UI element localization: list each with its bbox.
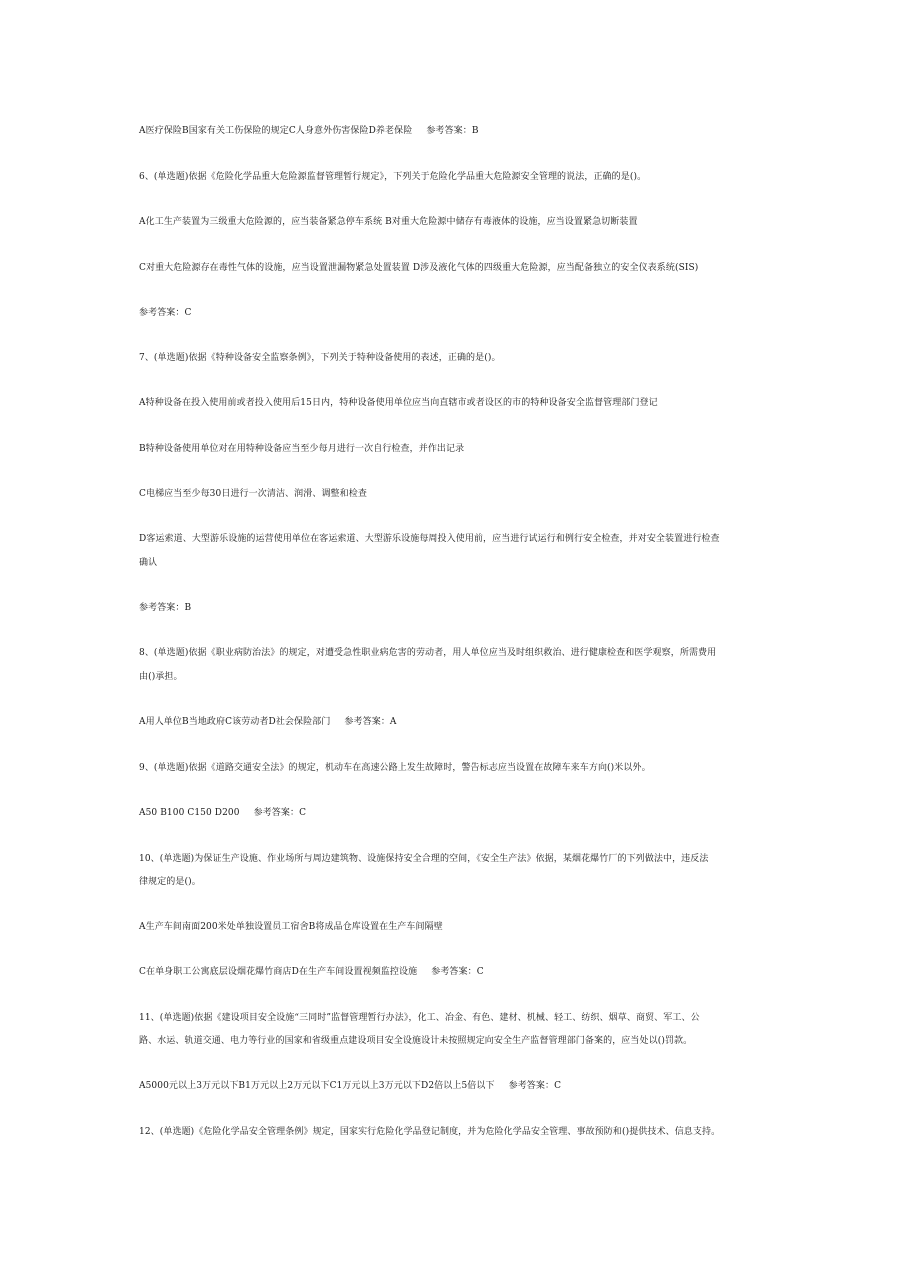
question-6: 6、(单选题)依据《危险化学品重大危险源监督管理暂行规定》，下列关于危险化学品重大危险源安全管理的说法，正确的是()。 (139, 172, 647, 182)
option-line (139, 1080, 779, 1092)
question-8: 8、(单选题)依据《职业病防治法》的规定，对遭受急性职业病危害的劳动者，用人单位应当及时组织救治、进行健康检查和医学观察，所需费用 (139, 648, 717, 658)
option-line (139, 807, 779, 819)
question-10-continued: 律规定的是()。 (139, 877, 201, 887)
option-line: A生产车间南面200米处单独设置员工宿舍B将成品仓库设置在生产车间隔壁 (139, 922, 443, 932)
question-11: 11、(单选题)依据《建设项目安全设施“三同时”监督管理暂行办法》，化工、冶金、有色、建材、机械、轻工、纺织、烟草、商贸、军工、公 (139, 1013, 700, 1023)
options-text: A用人单位B当地政府C该劳动者D社会保险部门 (139, 717, 331, 727)
reference-answer: 参考答案：C (508, 1081, 562, 1091)
question-10: 10、(单选题)为保证生产设施、作业场所与周边建筑物、设施保持安全合理的空间，《安全生产法》依据，某烟花爆竹厂的下列做法中，违反法 (139, 854, 709, 864)
question-11-continued: 路、水运、轨道交通、电力等行业的国家和省级重点建设项目安全设施设计未按照规定向安全生产监督管理部门备案的，应当处以()罚款。 (139, 1036, 693, 1046)
option-line: A特种设备在投入使用前或者投入使用后15日内，特种设备使用单位应当向直辖市或者设区的市的特种设备安全监督管理部门登记 (139, 398, 658, 408)
option-line-continued: 确认 (139, 558, 158, 568)
reference-answer: 参考答案：C (139, 308, 192, 318)
option-line (139, 966, 779, 978)
question-12: 12、(单选题)《危险化学品安全管理条例》规定，国家实行危险化学品登记制度，并为危险化学品安全管理、事故预防和()提供技术、信息支持。 (139, 1127, 721, 1137)
option-line: A化工生产装置为三级重大危险源的，应当装备紧急停车系统 B对重大危险源中储存有毒液体的设施，应当设置紧急切断装置 (139, 217, 638, 227)
options-text: A50 B100 C150 D200 (139, 808, 240, 818)
question-7: 7、(单选题)依据《特种设备安全监察条例》，下列关于特种设备使用的表述，正确的是()。 (139, 353, 501, 363)
reference-answer: 参考答案：B (139, 603, 192, 613)
option-line (139, 125, 779, 137)
options-text: A医疗保险B国家有关工伤保险的规定C人身意外伤害保险D养老保险 (139, 126, 413, 136)
option-line: B特种设备使用单位对在用特种设备应当至少每月进行一次自行检查，并作出记录 (139, 444, 465, 454)
options-text: A5000元以上3万元以下B1万元以上2万元以下C1万元以上3万元以下D2倍以上5倍以下 (139, 1081, 495, 1091)
reference-answer: 参考答案：C (253, 808, 307, 818)
reference-answer: 参考答案：C (431, 967, 484, 977)
question-8-continued: 由()承担。 (139, 672, 183, 682)
option-line: D客运索道、大型游乐设施的运营使用单位在客运索道、大型游乐设施每周投入使用前，应当进行试运行和例行安全检查，并对安全装置进行检查 (139, 534, 720, 544)
reference-answer: 参考答案：A (344, 717, 397, 727)
option-line: C对重大危险源存在毒性气体的设施，应当设置泄漏物紧急处置装置 D涉及液化气体的四级重大危险源，应当配备独立的安全仪表系统(SIS) (139, 263, 699, 273)
option-line (139, 716, 779, 728)
option-line: C电梯应当至少每30日进行一次清洁、润滑、调整和检查 (139, 489, 367, 499)
question-9: 9、(单选题)依据《道路交通安全法》的规定，机动车在高速公路上发生故障时，警告标志应当设置在故障车来车方向()米以外。 (139, 763, 651, 773)
options-text: C在单身职工公寓底层设烟花爆竹商店D在生产车间设置视频监控设施 (139, 967, 418, 977)
reference-answer: 参考答案：B (426, 126, 479, 136)
